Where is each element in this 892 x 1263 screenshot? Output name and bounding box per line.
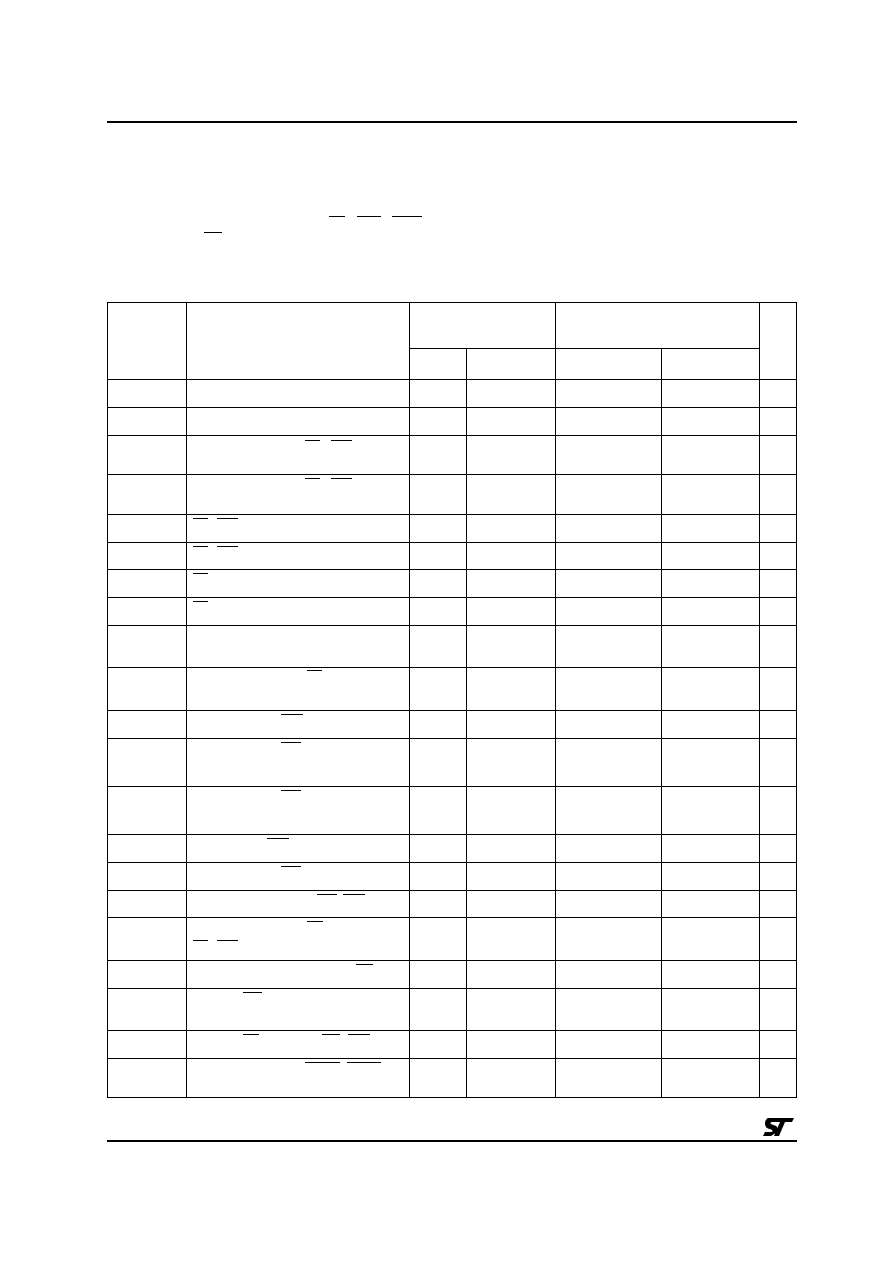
footer-rule	[107, 1140, 797, 1142]
intro-overbar	[392, 216, 422, 217]
intro-overbar	[204, 232, 222, 233]
intro-overbar	[357, 216, 381, 217]
intro-overbar	[329, 216, 345, 217]
ac-characteristics-table	[107, 302, 797, 1098]
st-logo	[762, 1116, 796, 1138]
header-rule	[107, 121, 797, 123]
